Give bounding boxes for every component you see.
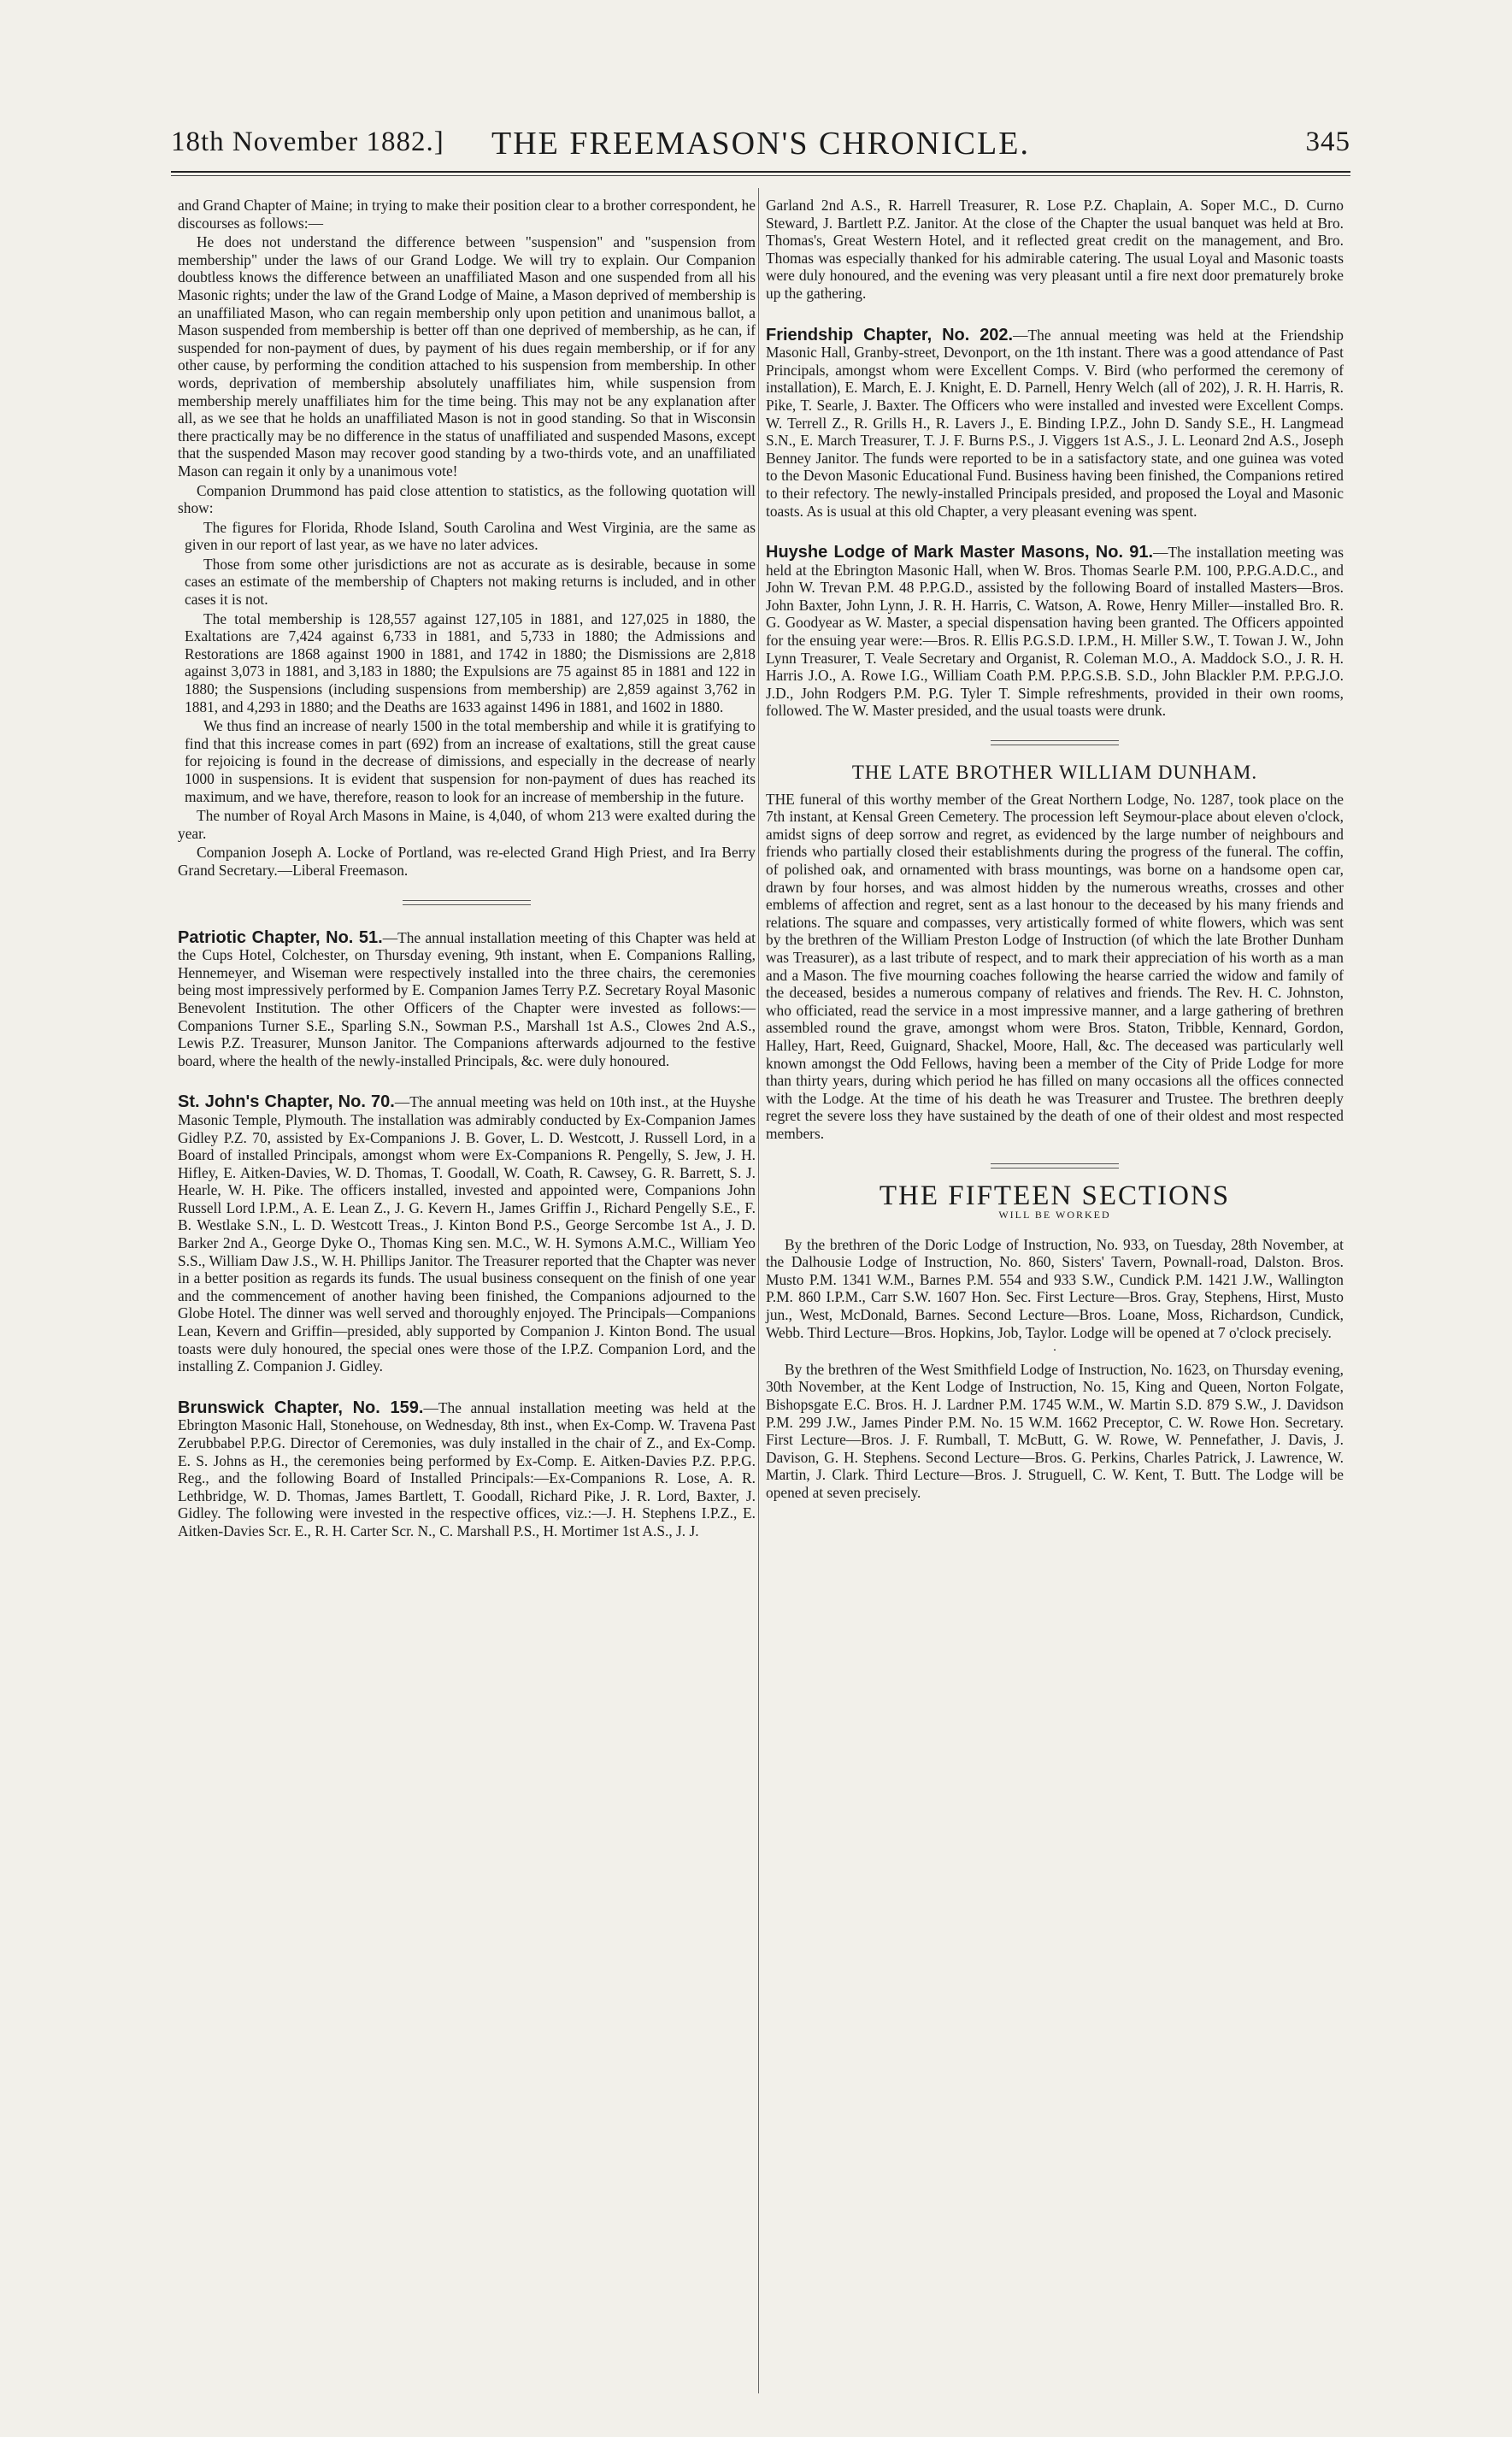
right-column xyxy=(766,197,1344,1504)
article-paragraph: and Grand Chapter of Maine; in trying to make their position clear to a brother correspondent, he discourses as follows:— xyxy=(178,197,756,232)
section-separator xyxy=(991,1163,1119,1168)
fifteen-sections-subheading: WILL BE WORKED xyxy=(998,1209,1111,1221)
article-paragraph: By the brethren of the Doric Lodge of Instruction, No. 933, on Tuesday, 28th November, at the Dalhousie Lodge of Instruction, No. 860, Sisters' Tavern, Pownall-road, Dalston. Bros. Musto P.M. 1341 W.M., Barnes P.M. 554 and 933 S.W., Cundick P.M. 1421 J.W., Wallington P.M. 860 I.P.M., Carr S.W. 1607 Hon. Sec. First Lecture—Bros. Gray, Stephens, Hirst, Musto jun., West, McDonald, Barnes. Second Lecture—Bros. Loane, Moss, Richardson, Cundick, Webb. Third Lecture—Bros. Hopkins, Job, Taylor. Lodge will be opened at 7 o'clock precisely. xyxy=(766,1235,1344,1341)
article-paragraph: Companion Drummond has paid close attention to statistics, as the following quotation will show: xyxy=(178,481,756,517)
section-heading: Brunswick Chapter, No. 159. xyxy=(178,1398,424,1417)
obituary-body: THE funeral of this worthy member of the Great Northern Lodge, No. 1287, took place on the 7th instant, at Kensal Green Cemetery. The procession left Seymour-place about eleven o'clock, amidst signs of deep sorrow and regret, as evidenced by the large number of neighbours and friends who partially closed their establishments during the progress of the funeral. The coffin, of polished oak, and ornamented with brass mountings, was borne on a handsome open car, drawn by four horses, and was almost hidden by the numerous wreaths, crosses and other emblems of affection and regret, sent as a last honour to the deceased by his many friends and relations. The square and compasses, very artistically formed of white flowers, which was sent by the brethren of the William Preston Lodge of Instruction (of which the late Brother Dunham was Treasurer), as a last tribute of respect, and to mark their appreciation of his worth as a man and a Mason. The five mourning coaches following the hearse carried the widow and family of the deceased, besides a numerous company of relatives and friends. The Rev. H. C. Johnston, who officiated, read the service in a most impressive manner, and a large gathering of brethren assembled round the grave, amongst whom were Bros. Staton, Tribble, Kennard, Gordon, Halley, Hart, Reed, Guignard, Shackel, Moore, Hall, &c. The deceased was particularly well known amongst the Odd Fellows, having been a member of the City of Pride Lodge for more than thirty years, during which period he has filled on many occasions all the offices connected with the Lodge. At the time of his death he was Treasurer and Trustee. The brethren deeply regret the severe loss they have sustained by the death of one of their oldest and most respected members. xyxy=(766,790,1344,1142)
article-paragraph: Companion Joseph A. Locke of Portland, was re-elected Grand High Priest, and Ira Berry Grand Secretary.—Liberal Freemason. xyxy=(178,844,756,879)
article-huyshe-lodge xyxy=(766,544,1344,720)
section-heading: Patriotic Chapter, No. 51. xyxy=(178,927,383,947)
section-body: —The annual installation meeting of this Chapter was held at the Cups Hotel, Colchester, on Thursday evening, 9th instant, when E. Companions Ralling, Hennemeyer, and Wiseman were respectively installed into the three chairs, the ceremonies being most impressively performed by E. Companion James Terry P.Z. Secretary Royal Masonic Benevolent Institution. The other Officers of the Chapter were invested as follows:—Companions Turner S.E., Sparling S.N., Sowman P.S., Marshall 1st A.S., Clowes 2nd A.S., Lewis P.Z. Treasurer, Munson Janitor. The Companions afterwards adjourned to the festive board, where the health of the newly-installed Principals, &c. were duly honoured. xyxy=(178,928,756,1069)
quotation-paragraph: The total membership is 128,557 against 127,105 in 1881, and 127,025 in 1880, the Exaltations are 7,424 against 6,733 in 1881, and 5,733 in 1880; the Admissions and Restorations are 1868 against 1900 in 1881, and 1742 in 1880; the Dismissions are 2,818 against 3,073 in 1881, and 3,183 in 1880; the Expulsions are 75 against 85 in 1881 and 122 in 1880; the Suspensions (including suspensions from membership) are 2,859 against 3,762 in 1881, and 4,293 in 1880; and the Deaths are 1633 against 1496 in 1881, and 1602 in 1880. xyxy=(185,609,756,715)
publication-title: THE FREEMASON'S CHRONICLE. xyxy=(491,126,1030,162)
article-paragraph: By the brethren of the West Smithfield Lodge of Instruction, No. 1623, on Thursday evening, 30th November, at the Kent Lodge of Instruction, No. 15, King and Queen, Norton Folgate, Bishopsgate E.C. Bros. H. J. Lardner P.M. 1745 W.M., W. Martin S.D. 879 S.W., J. Davidson P.M. 299 J.W., James Pinder P.M. No. 15 W.M. 1662 Preceptor, C. W. Rowe Hon. Secretary. First Lecture—Bros. J. F. Rumball, T. McButt, G. W. Rowe, W. Pennefather, J. Davis, J. Davison, G. H. Stephens. Second Lecture—Bros. G. Perkins, Charles Patrick, J. Lawrence, W. Martin, J. Clark. Third Lecture—Bros. J. Struguell, C. W. Kent, T. Butt. The Lodge will be opened at seven precisely. xyxy=(766,1360,1344,1501)
column-divider xyxy=(758,188,759,2393)
dot-ornament-icon: ⋅ xyxy=(1052,1345,1057,1358)
issue-date: 18th November 1882.] xyxy=(171,127,444,157)
article-paragraph: The number of Royal Arch Masons in Maine, is 4,040, of whom 213 were exalted during the year. xyxy=(178,807,756,842)
section-heading: Friendship Chapter, No. 202. xyxy=(766,325,1014,344)
masthead-rule xyxy=(171,171,1350,173)
left-column xyxy=(178,197,756,1542)
section-separator xyxy=(991,740,1119,745)
article-patriotic-chapter xyxy=(178,929,756,1070)
masthead xyxy=(171,121,1350,164)
article-paragraph: Garland 2nd A.S., R. Harrell Treasurer, R. Lose P.Z. Chaplain, A. Soper M.C., D. Curno Steward, J. Bartlett P.Z. Janitor. At the close of the Chapter the usual banquet was held at Bro. Thomas's, Great Western Hotel, and it reflected great credit on the management, and Bro. Thomas was especially thanked for his admirable catering. The usual Loyal and Masonic toasts were duly honoured, and the evening was very pleasant until a fire next door prematurely broke up the gathering. xyxy=(766,197,1344,302)
quotation-paragraph: Those from some other jurisdictions are not as accurate as is desirable, because in some cases an estimate of the membership of Chapters not making returns is included, and in other cases it is not. xyxy=(185,555,756,609)
article-friendship-chapter xyxy=(766,327,1344,521)
section-body: —The annual meeting was held at the Friendship Masonic Hall, Granby-street, Devonport, on the 1th instant. There was a good attendance of Past Principals, amongst whom were Excellent Comps. V. Bird (who performed the ceremony of installation), E. March, E. J. Knight, E. D. Parnell, Henry Welch (all of 202), J. R. H. Harris, R. Pike, T. Searle, J. Baxter. The Officers who were installed and invested were Excellent Comps. W. Terrell Z., R. Grills H., R. Lavers J., E. Binding I.P.Z., John D. Sandy S.E., H. Langmead S.N., E. March Treasurer, T. J. F. Burns P.S., J. Viggers 1st A.S., J. L. Leonard 2nd A.S., Joseph Benney Janitor. The funds were reported to be in a satisfactory state, and one guinea was voted to the Devon Masonic Educational Fund. Business having been finished, the Companions retired to their refectory. The newly-installed Principals presided, and proposed the Loyal and Masonic toasts. As is usual at this old Chapter, a very pleasant evening was spent. xyxy=(766,326,1344,520)
section-heading: St. John's Chapter, No. 70. xyxy=(178,1092,395,1112)
section-body: —The annual meeting was held on 10th inst., at the Huyshe Masonic Temple, Plymouth. The installation was admirably conducted by Ex-Companion James Gidley P.Z. 70, assisted by Ex-Companions J. B. Gover, L. D. Westcott, J. Russell Lord, in a Board of installed Principals, amongst whom were Ex-Companions R. Pengelly, S. Jew, J. H. Hifley, E. Aitken-Davies, W. D. Thomas, T. Goodall, W. Coath, R. Cawsey, G. R. Barrett, S. J. Hearle, W. H. Pike. The officers installed, invested and appointed were, Companions John Russell Lord I.P.M., A. E. Lean Z., J. G. Kevern H., James Griffin J., Richard Pengelly S.E., F. B. Westlake S.N., L. D. Westcott Treas., J. Kinton Bond P.S., George Sercombe 1st A., J. D. Barker 2nd A., George Dyke O., Thomas King sen. M.C., W. H. Symons A.M.C., William Yeo S.S., William Daw J.S., W. H. Phillips Janitor. The Treasurer reported that the Chapter was never in a better position as regards its funds. The usual business consequent on the finish of one year and the commencement of another having been finished, the Companions adjourned to the Globe Hotel. The dinner was well served and thoroughly enjoyed. The Principals—Companions Lean, Kevern and Griffin—presided, ably supported by Companion J. Kinton Bond. The usual toasts were duly honoured, the special ones were those of the I.P.Z. Companion Lord, and the installing Z. Companion J. Gidley. xyxy=(178,1093,756,1375)
section-separator xyxy=(403,900,531,905)
masthead-rule-thin xyxy=(171,175,1350,176)
section-heading: Huyshe Lodge of Mark Master Masons, No. 91. xyxy=(766,543,1154,562)
page-number: 345 xyxy=(1305,127,1350,157)
fifteen-sections-heading: THE FIFTEEN SECTIONS xyxy=(879,1180,1231,1211)
quotation-paragraph: We thus find an increase of nearly 1500 in the total membership and while it is gratifying to find that this increase comes in part (692) from an increase of exaltations, still the great cause for rejoicing is found in the decrease of dimissions, and especially in the decrease of nearly 1000 in suspensions. It is evident that suspension for non-payment of dues has reached its maximum, and we have, therefore, reason to look for an increase of membership in the future. xyxy=(185,717,756,805)
article-brunswick-chapter xyxy=(178,1399,756,1540)
section-body: —The installation meeting was held at the Ebrington Masonic Hall, when W. Bros. Thomas Searle P.M. 100, P.P.G.A.D.C., and John W. Trevan P.M. 48 P.P.G.D., assisted by the following Board of installed Masters—Bros. John Baxter, John Lynn, J. R. H. Harris, C. Watson, A. Rowe, Henry Miller—installed Bro. R. G. Goodyear as W. Master, a special dispensation having been granted. The Officers appointed for the ensuing year were:—Bros. R. Ellis P.G.S.D. I.P.M., H. Miller S.W., T. Towan J. W., John Lynn Treasurer, T. Veale Secretary and Organist, R. Coleman M.O., A. Maddock S.O., J. R. H. Harris J.O., A. Rowe I.G., William Coath P.M. P.P.G.S.B. S.D., John Blackler P.M. P.P.G.J.O. J.D., John Rodgers P.M. P.G. Tyler T. Simple refreshments, provided in their own rooms, followed. The W. Master presided, and the usual toasts were drunk. xyxy=(766,544,1344,720)
article-st-johns-chapter xyxy=(178,1093,756,1375)
section-body: —The annual installation meeting was held at the Ebrington Masonic Hall, Stonehouse, on Wednesday, 8th inst., when Ex-Comp. W. Travena Past Zerubbabel P.P.G. Director of Ceremonies, was duly installed in the chair of Z., and Ex-Comp. E. S. Johns as H., the ceremonies being performed by Ex-Comp. E. Aitken-Davies P.Z. P.P.G. Reg., and the following Board of Installed Principals:—Ex-Companions R. Lose, A. R. Lethbridge, W. D. Thomas, James Bartlett, T. Goodall, Richard Pike, J. R. Lord, Baxter, J. Gidley. The following were invested in the respective offices, viz.:—J. H. Stephens I.P.Z., E. Aitken-Davies Scr. E., R. H. Carter Scr. N., C. Marshall P.S., H. Mortimer 1st A.S., J. J. xyxy=(178,1398,756,1539)
obituary-heading: THE LATE BROTHER WILLIAM DUNHAM. xyxy=(851,762,1258,784)
article-paragraph: He does not understand the difference between "suspension" and "suspension from membership" under the laws of our Grand Lodge. We will try to explain. Our Companion doubtless knows the difference between an unaffiliated Mason and one suspended from all his Masonic rights; under the law of the Grand Lodge of Maine, a Mason deprived of membership is an unaffiliated Mason, who can regain membership only upon petition and unanimous ballot, a Mason suspended from membership is better off than one deprived of membership, as he can, if suspended for non-payment of dues, by payment of his dues regain membership, or if for any other cause, by performing the condition attached to his suspension from membership. In other words, deprivation of membership absolutely unaffiliates him, while suspension from membership merely unaffiliates him for the time being. This may not be any explanation after all, as we see that he holds an unaffiliated Mason is not in good standing. So that in Wisconsin there practically may be no difference in the status of unaffiliated and suspended Masons, except that the suspended Mason may recover good standing by a two-thirds vote, and an unaffiliated Mason can regain it only by a unanimous vote! xyxy=(178,233,756,480)
quotation-paragraph: The figures for Florida, Rhode Island, South Carolina and West Virginia, are the same as given in our report of last year, as we have no later advices. xyxy=(185,518,756,554)
